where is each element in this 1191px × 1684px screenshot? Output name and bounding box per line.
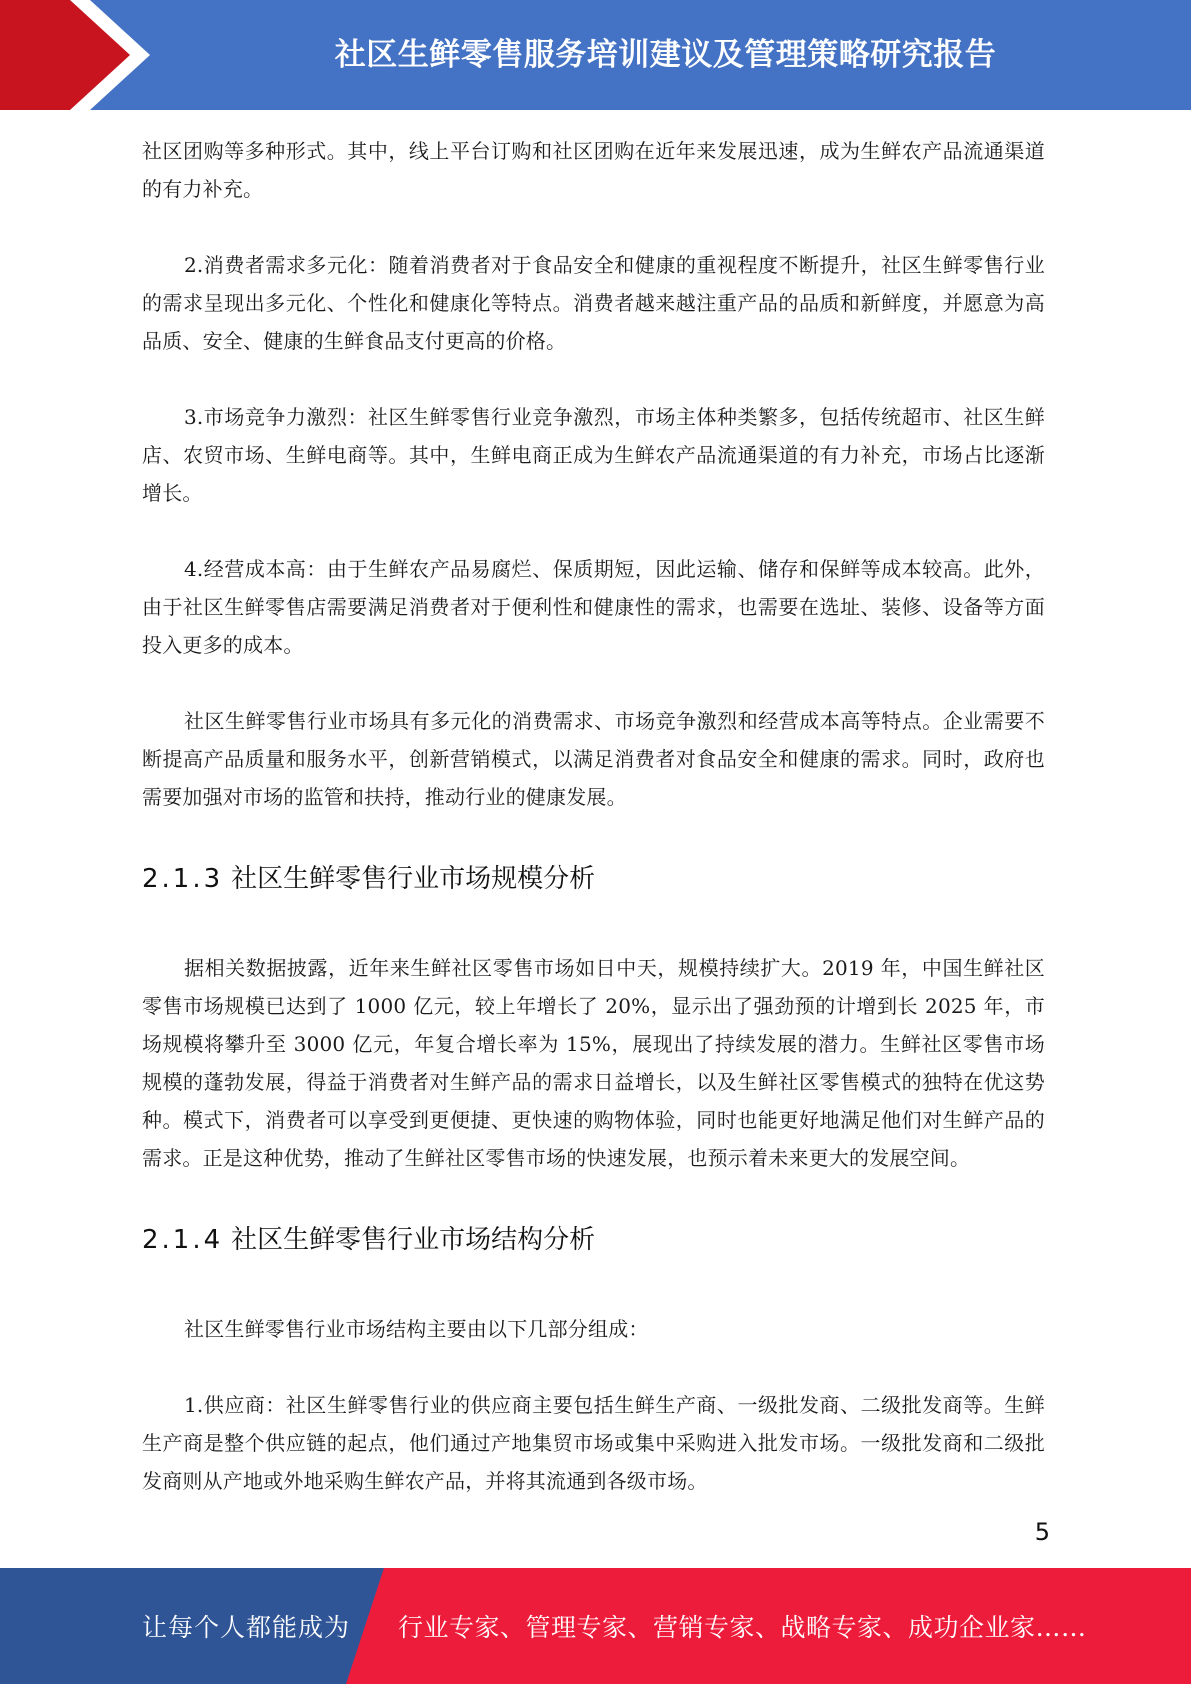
paragraph-structure-intro: 社区生鲜零售行业市场结构主要由以下几部分组成： <box>184 1317 649 1341</box>
footer-slogan-left: 让每个人都能成为 <box>142 1613 351 1642</box>
footer-slogan-right: 行业专家、管理专家、营销专家、战略专家、成功企业家…… <box>398 1613 1087 1642</box>
section-number: 2.1.4 <box>142 1225 224 1255</box>
section-title: 社区生鲜零售行业市场结构分析 <box>231 1225 596 1255</box>
page-number: 5 <box>1034 1518 1050 1546</box>
page-footer <box>0 1568 1191 1684</box>
paragraph-operating-cost: 4.经营成本高：由于生鲜农产品易腐烂、保质期短，因此运输、储存和保鲜等成本较高。此外，由于社区生鲜零售店需要满足消费者对于便利性和健康性的需求，也需要在选址、装修、设备等方面投入更多的成本。 <box>142 557 1045 657</box>
section-title: 社区生鲜零售行业市场规模分析 <box>231 864 596 894</box>
paragraph-market-size: 据相关数据披露，近年来生鲜社区零售市场如日中天，规模持续扩大。2019 年，中国生鲜社区零售市场规模已达到了 1000 亿元，较上年增长了 20%，显示出了强劲预的计增到长 2025 年，市场规模将攀升至 3000 亿元，年复合增长率为 15%，展现出了持续发展的潜力。生鲜社区零售市场规模的蓬勃发展，得益于消费者对生鲜产品的需求日益增长，以及生鲜社区零售模式的独特在优这势种。模式下，消费者可以享受到更便捷、更快速的购物体验，同时也能更好地满足他们对生鲜产品的需求。正是这种优势，推动了生鲜社区零售市场的快速发展，也预示着未来更大的发展空间。 <box>142 956 1045 1170</box>
page-header <box>0 0 1191 112</box>
section-heading-2-1-3 <box>142 858 1045 895</box>
section-heading-2-1-4 <box>142 1219 1045 1256</box>
paragraph-suppliers: 1.供应商：社区生鲜零售行业的供应商主要包括生鲜生产商、一级批发商、二级批发商等。生鲜生产商是整个供应链的起点，他们通过产地集贸市场或集中采购进入批发市场。一级批发商和二级批发商则从产地或外地采购生鲜农产品，并将其流通到各级市场。 <box>142 1393 1045 1493</box>
report-title: 社区生鲜零售服务培训建议及管理策略研究报告 <box>334 37 997 73</box>
section-number: 2.1.3 <box>142 864 224 894</box>
paragraph-consumer-demand: 2.消费者需求多元化：随着消费者对于食品安全和健康的重视程度不断提升，社区生鲜零售行业的需求呈现出多元化、个性化和健康化等特点。消费者越来越注重产品的品质和新鲜度，并愿意为高品质、安全、健康的生鲜食品支付更高的价格。 <box>142 253 1045 353</box>
paragraph-summary: 社区生鲜零售行业市场具有多元化的消费需求、市场竞争激烈和经营成本高等特点。企业需要不断提高产品质量和服务水平，创新营销模式，以满足消费者对食品安全和健康的需求。同时，政府也需要加强对市场的监管和扶持，推动行业的健康发展。 <box>142 709 1045 809</box>
page-content <box>142 132 1045 1538</box>
paragraph-competition: 3.市场竞争力激烈：社区生鲜零售行业竞争激烈，市场主体种类繁多，包括传统超市、社区生鲜店、农贸市场、生鲜电商等。其中，生鲜电商正成为生鲜农产品流通渠道的有力补充，市场占比逐渐增长。 <box>142 405 1045 505</box>
paragraph-continuation: 社区团购等多种形式。其中，线上平台订购和社区团购在近年来发展迅速，成为生鲜农产品流通渠道的有力补充。 <box>142 139 1045 201</box>
